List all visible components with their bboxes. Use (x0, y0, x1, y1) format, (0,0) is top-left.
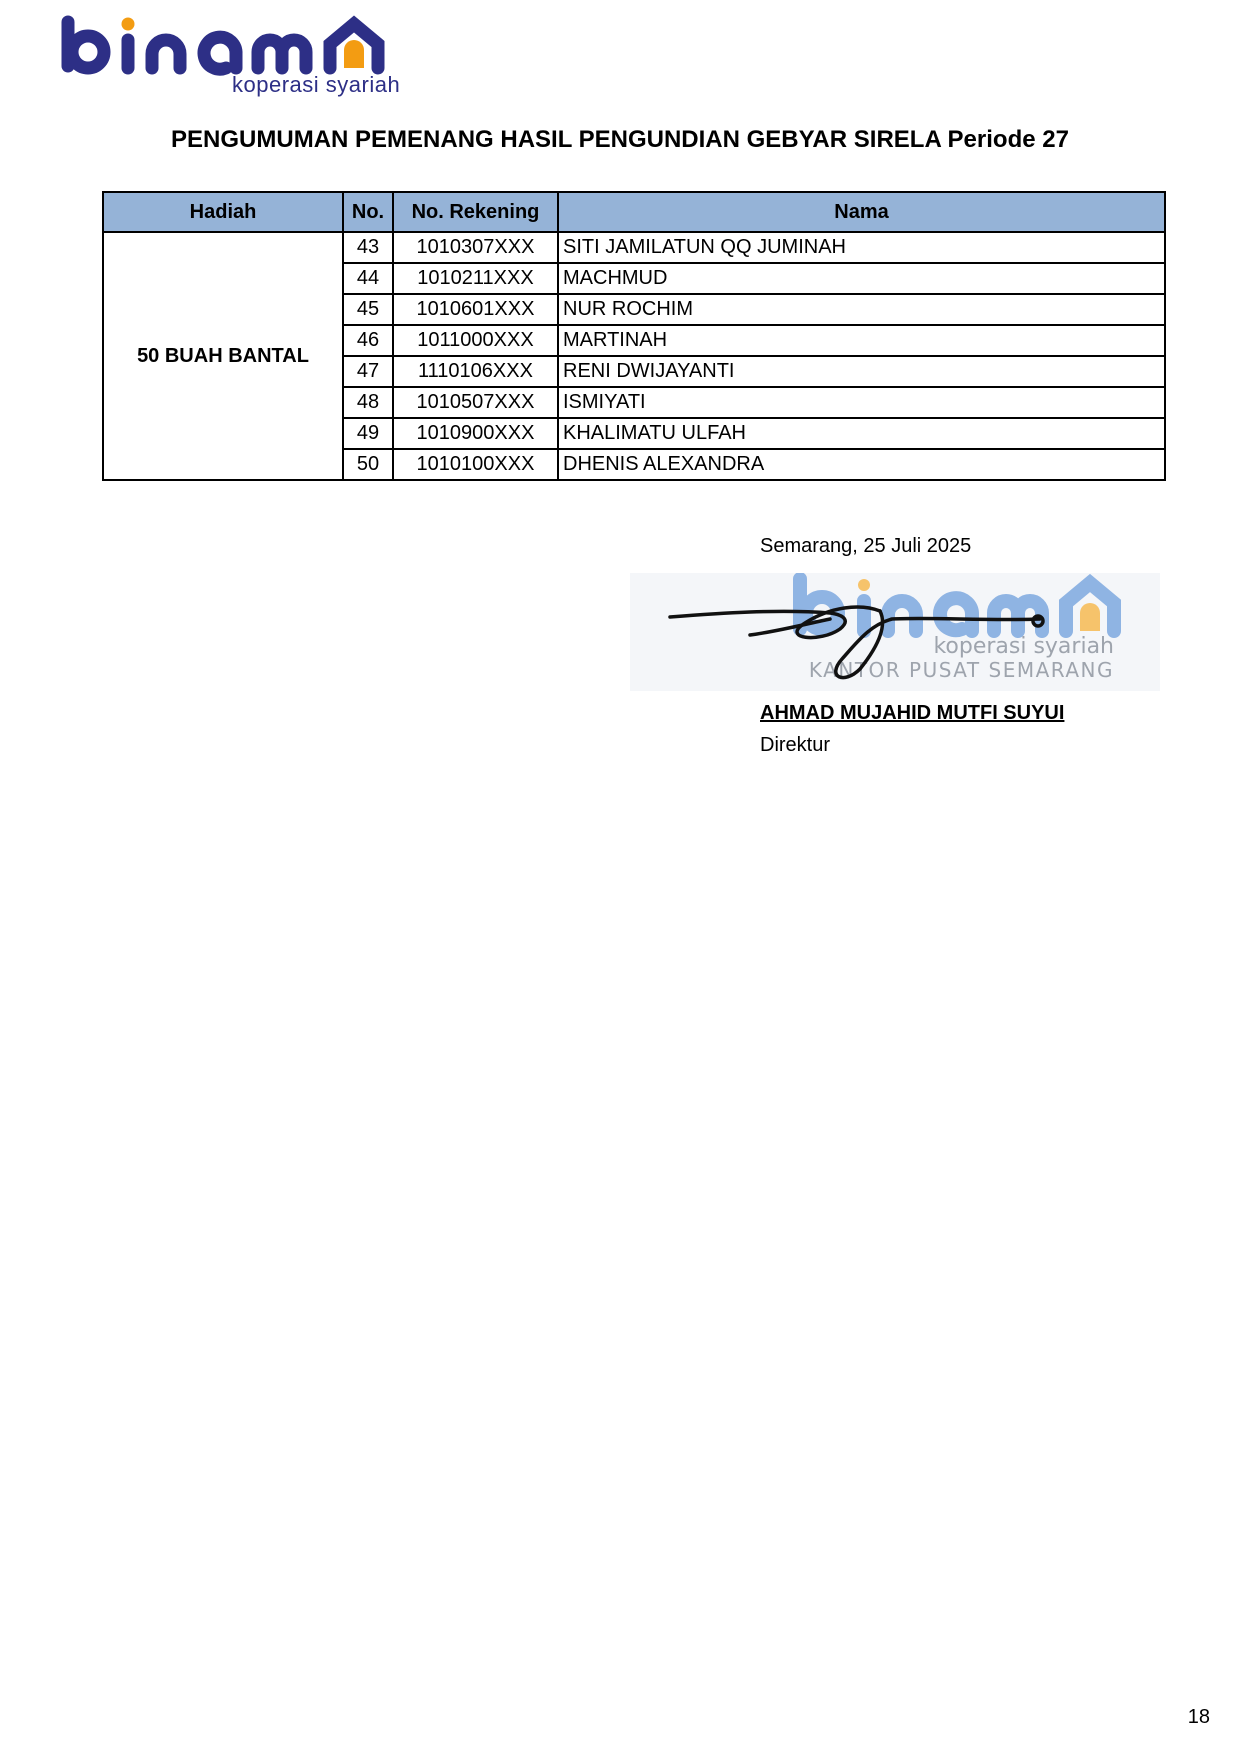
row-nama: MACHMUD (558, 263, 1165, 294)
row-no: 47 (343, 356, 393, 387)
row-no: 45 (343, 294, 393, 325)
header-no: No. (343, 192, 393, 232)
row-nama: ISMIYATI (558, 387, 1165, 418)
row-rekening: 1010507XXX (393, 387, 558, 418)
page-title: PENGUMUMAN PEMENANG HASIL PENGUNDIAN GEBYAR SIRELA Periode 27 (171, 126, 1069, 153)
row-no: 46 (343, 325, 393, 356)
header-rekening: No. Rekening (393, 192, 558, 232)
row-nama: DHENIS ALEXANDRA (558, 449, 1165, 480)
prize-cell: 50 BUAH BANTAL (103, 232, 343, 480)
row-rekening: 1010601XXX (393, 294, 558, 325)
winners-table (102, 191, 1166, 481)
row-rekening: 1011000XXX (393, 325, 558, 356)
row-rekening: 1010307XXX (393, 232, 558, 263)
signatory-role: Direktur (760, 734, 831, 756)
table-header-row (103, 192, 1165, 232)
row-no: 50 (343, 449, 393, 480)
row-no: 49 (343, 418, 393, 449)
row-nama: SITI JAMILATUN QQ JUMINAH (558, 232, 1165, 263)
place-date: Semarang, 25 Juli 2025 (760, 535, 972, 557)
row-nama: NUR ROCHIM (558, 294, 1165, 325)
row-rekening: 1010211XXX (393, 263, 558, 294)
row-rekening: 1110106XXX (393, 356, 558, 387)
row-nama: MARTINAH (558, 325, 1165, 356)
stamp-office: KANTOR PUSAT SEMARANG (808, 658, 1114, 682)
header-nama: Nama (558, 192, 1165, 232)
page-number: 18 (1187, 1706, 1210, 1728)
row-nama: RENI DWIJAYANTI (558, 356, 1165, 387)
row-rekening: 1010100XXX (393, 449, 558, 480)
logo-subtitle: koperasi syariah (232, 72, 401, 97)
row-no: 43 (343, 232, 393, 263)
row-rekening: 1010900XXX (393, 418, 558, 449)
row-no: 48 (343, 387, 393, 418)
row-no: 44 (343, 263, 393, 294)
stamp-subtitle: koperasi syariah (933, 634, 1114, 659)
table-row (103, 232, 1165, 263)
header-hadiah: Hadiah (103, 192, 343, 232)
stamp-signature-image (630, 573, 1160, 691)
row-nama: KHALIMATU ULFAH (558, 418, 1165, 449)
signatory-name: AHMAD MUJAHID MUTFI SUYUI (760, 702, 1065, 724)
